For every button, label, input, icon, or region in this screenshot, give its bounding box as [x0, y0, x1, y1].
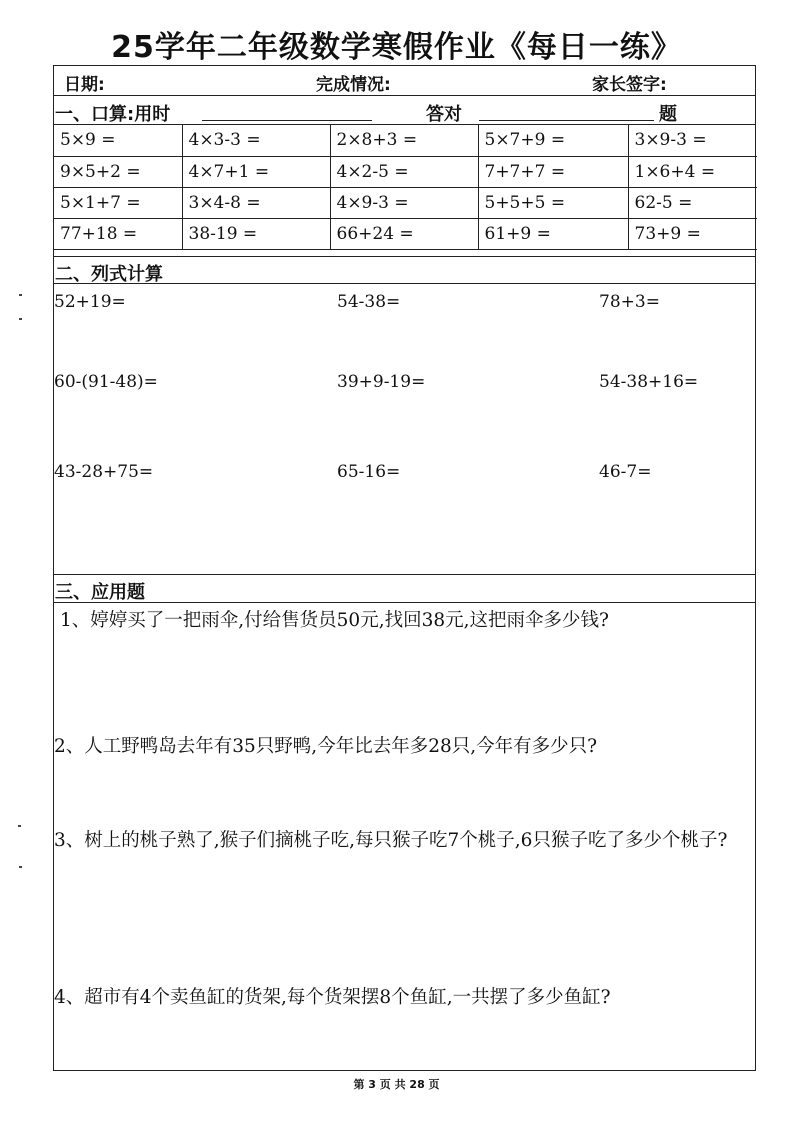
section2-header-line: [54, 256, 755, 284]
oral-calc-cell: 4×3-3 =: [182, 125, 330, 156]
calc-item: 60-(91-48)=: [54, 372, 158, 392]
question-4: 4、超市有4个卖鱼缸的货架,每个货架摆8个鱼缸,一共摆了多少鱼缸?: [54, 987, 611, 1008]
oral-calc-cell: 5×1+7 =: [54, 187, 182, 218]
section3-header-line: [54, 574, 755, 603]
oral-calc-row: [54, 187, 757, 218]
correct-count-blank[interactable]: [479, 102, 654, 121]
oral-calc-row: [54, 125, 757, 156]
oral-calc-cell: 2×8+3 =: [330, 125, 478, 156]
oral-calc-cell: 3×9-3 =: [628, 125, 757, 156]
oral-calc-cell: 9×5+2 =: [54, 156, 182, 187]
page-footer: 第 3 页 共 28 页: [353, 1078, 440, 1091]
header-row: [54, 66, 755, 96]
oral-calc-cell: 62-5 =: [628, 187, 757, 218]
oral-calc-cell: 5+5+5 =: [478, 187, 628, 218]
calc-item: 52+19=: [54, 292, 126, 312]
oral-calc-cell: 4×9-3 =: [330, 187, 478, 218]
oral-calc-cell: 61+9 =: [478, 218, 628, 249]
oral-calc-cell: 73+9 =: [628, 218, 757, 249]
calc-item: 39+9-19=: [337, 372, 426, 392]
oral-calc-row: [54, 156, 757, 187]
oral-calc-cell: 4×2-5 =: [330, 156, 478, 187]
oral-calc-row: [54, 218, 757, 249]
section1-header: [54, 96, 755, 125]
calc-item: 46-7=: [599, 462, 652, 482]
scan-speck: [19, 318, 22, 320]
worksheet: [53, 65, 756, 1071]
section2-title: 二、列式计算: [55, 264, 163, 285]
oral-calc-cell: 5×7+9 =: [478, 125, 628, 156]
oral-calc-cell: 4×7+1 =: [182, 156, 330, 187]
scan-speck: [18, 825, 21, 827]
calc-item: 65-16=: [337, 462, 401, 482]
oral-calc-grid: [54, 125, 757, 250]
question-3: 3、树上的桃子熟了,猴子们摘桃子吃,每只猴子吃7个桃子,6只猴子吃了多少个桃子?: [54, 830, 728, 851]
page-title: 25学年二年级数学寒假作业《每日一练》: [111, 30, 682, 65]
scan-speck: [19, 866, 22, 868]
parent-sign-label: 家长签字:: [592, 75, 667, 95]
calc-item: 54-38=: [337, 292, 401, 312]
oral-calc-cell: 7+7+7 =: [478, 156, 628, 187]
oral-calc-cell: 1×6+4 =: [628, 156, 757, 187]
question-1: 1、婷婷买了一把雨伞,付给售货员50元,找回38元,这把雨伞多少钱?: [60, 610, 609, 631]
calc-item: 54-38+16=: [599, 372, 699, 392]
correct-label: 答对: [426, 104, 462, 125]
calc-item: 78+3=: [599, 292, 660, 312]
unit-label: 题: [659, 104, 677, 125]
oral-calc-cell: 77+18 =: [54, 218, 182, 249]
oral-calc-cell: 66+24 =: [330, 218, 478, 249]
calc-item: 43-28+75=: [54, 462, 154, 482]
question-2: 2、人工野鸭岛去年有35只野鸭,今年比去年多28只,今年有多少只?: [54, 736, 598, 757]
completion-label: 完成情况:: [316, 75, 391, 95]
oral-calc-cell: 5×9 =: [54, 125, 182, 156]
date-label: 日期:: [64, 75, 105, 95]
scan-speck: [19, 294, 22, 296]
oral-calc-cell: 38-19 =: [182, 218, 330, 249]
time-blank[interactable]: [202, 102, 372, 121]
oral-calc-cell: 3×4-8 =: [182, 187, 330, 218]
section3-title: 三、应用题: [55, 582, 145, 603]
section1-title: 一、口算:用时: [55, 104, 171, 125]
